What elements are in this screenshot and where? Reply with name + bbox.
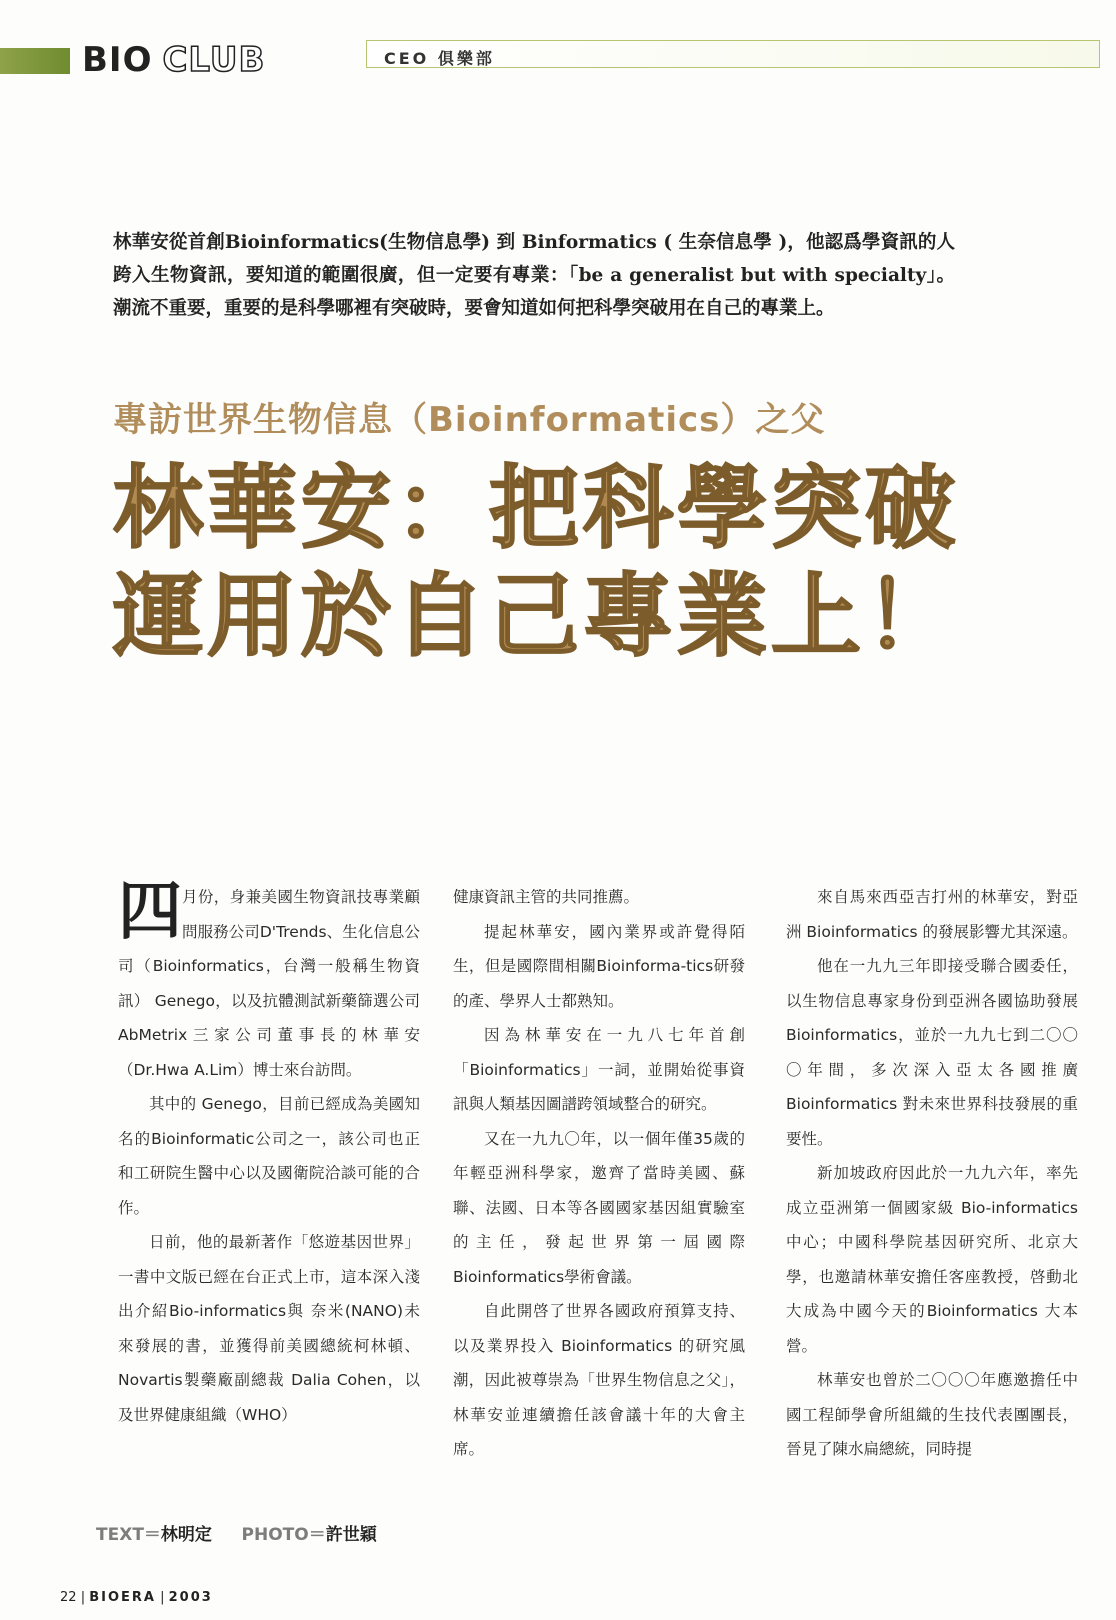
text-credit-label: TEXT＝ bbox=[96, 1525, 161, 1545]
headline-line-2: 運用於自己專業上！ bbox=[113, 564, 959, 669]
header-accent-bar bbox=[0, 48, 70, 74]
section-label: CEO 俱樂部 bbox=[384, 49, 495, 68]
paragraph: 林華安也曾於二〇〇〇年應邀擔任中國工程師學會所組織的生技代表團團長，晉見了陳水扁總統，同時提 bbox=[786, 1371, 1078, 1458]
intro-paragraph: 林華安從首創Bioinformatics(生物信息學) 到 Binformatics ( 生奈信息學 )，他認爲學資訊的人跨入生物資訊，要知道的範圍很廣，但一定要有專業：「be a generalist but with specialty」。潮流不重要，重要的是科學哪裡有突破時，要會知道如何把科學突破用在自己的專業上。 bbox=[113, 232, 955, 319]
body-column-1 bbox=[118, 874, 420, 1432]
brand-bio: BIO bbox=[82, 40, 153, 80]
brand-logo bbox=[82, 40, 265, 80]
paragraph: 提起林華安，國內業界或許覺得陌生，但是國際間相關Bioinforma-tics研發的產、學界人士都熟知。 bbox=[453, 922, 745, 1010]
paragraph: 因為林華安在一九八七年首創「Bioinformatics」一詞，並開始從事資訊與人類基因圖譜跨領域整合的研究。 bbox=[453, 1026, 745, 1113]
paragraph: 新加坡政府因此於一九九六年，率先成立亞洲第一個國家級 Bio-informatics 中心；中國科學院基因研究所、北京大學，也邀請林華安擔任客座教授，啓動北大成為中國今天的Bioinformatics 大本營。 bbox=[786, 1164, 1078, 1355]
paragraph-text: 月份，身兼美國生物資訊技專業顧問服務公司D'Trends、生化信息公司（Bioinformatics，台灣一般稱生物資訊） Genego，以及抗體測試新藥篩選公司AbMetrix三家公司董事長的林華安（Dr.Hwa A.Lim）博士來台訪問。 bbox=[118, 888, 420, 1079]
paragraph: 自此開啓了世界各國政府預算支持、以及業界投入 Bioinformatics 的研究風潮，因此被尊崇為「世界生物信息之父」，林華安並連續擔任該會議十年的大會主席。 bbox=[453, 1302, 745, 1458]
paragraph: 健康資訊主管的共同推薦。 bbox=[453, 888, 640, 906]
magazine-name: BIOERA bbox=[89, 1590, 156, 1605]
photo-credit-name: 許世穎 bbox=[325, 1525, 377, 1545]
photo-credit-label: PHOTO＝ bbox=[241, 1525, 326, 1545]
folio-separator: | bbox=[80, 1590, 86, 1605]
brand-club: CLUB bbox=[162, 40, 266, 80]
article-headline bbox=[113, 455, 1093, 671]
credits bbox=[96, 1520, 377, 1545]
paragraph: 又在一九九〇年，以一個年僅35歲的年輕亞洲科學家，邀齊了當時美國、蘇聯、法國、日本等各國國家基因組實驗室的主任，發起世界第一屆國際Bioinformatics學術會議。 bbox=[453, 1129, 745, 1286]
paragraph: 日前，他的最新著作「悠遊基因世界」一書中文版已經在台正式上市，這本深入淺出介紹Bio-informatics與 奈米(NANO)未來發展的書，並獲得前美國總統柯林頓、Novartis製藥廠副總裁 Dalia Cohen，以及世界健康組織（WHO） bbox=[118, 1233, 420, 1424]
paragraph bbox=[118, 874, 420, 1087]
article-subtitle: 專訪世界生物信息（Bioinformatics）之父 bbox=[113, 400, 826, 440]
folio-separator: | bbox=[160, 1590, 165, 1605]
paragraph: 其中的 Genego，目前已經成為美國知名的Bioinformatic公司之一，該公司也正和工研院生醫中心以及國衛院洽談可能的合作。 bbox=[118, 1095, 420, 1217]
page-folio bbox=[60, 1590, 213, 1605]
paragraph: 來自馬來西亞吉打州的林華安，對亞洲 Bioinformatics 的發展影響尤其深遠。 bbox=[786, 888, 1078, 941]
body-column-2 bbox=[453, 880, 745, 1467]
page-number: 22 bbox=[60, 1590, 77, 1605]
paragraph: 他在一九九三年即接受聯合國委任，以生物信息專家身份到亞洲各國協助發展Bioinformatics，並於一九九七到二〇〇〇年間，多次深入亞太各國推廣 Bioinformatics 對未來世界科技發展的重要性。 bbox=[786, 957, 1078, 1148]
drop-cap: 四 bbox=[118, 874, 182, 949]
body-column-3 bbox=[786, 880, 1078, 1467]
issue-year: 2003 bbox=[168, 1590, 213, 1605]
text-credit-name: 林明定 bbox=[160, 1525, 212, 1545]
headline-line-1: 林華安：把科學突破 bbox=[113, 456, 959, 561]
